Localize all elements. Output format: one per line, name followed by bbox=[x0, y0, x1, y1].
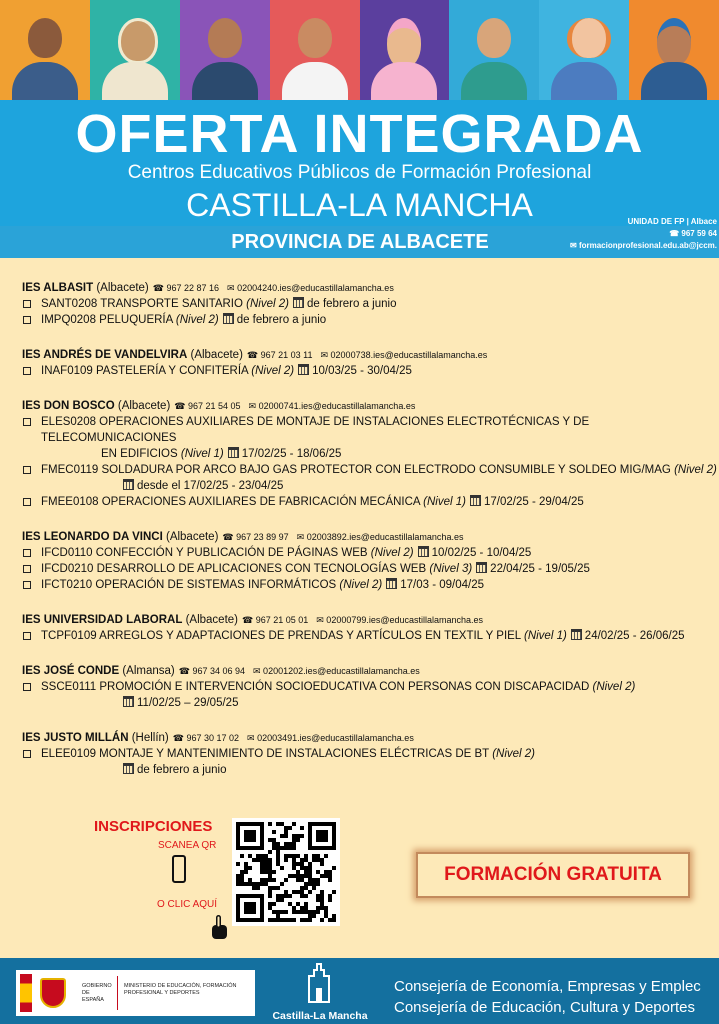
center-location: (Albacete) bbox=[185, 614, 238, 626]
center-list bbox=[22, 280, 719, 797]
clm-label: Castilla-La Mancha bbox=[272, 1010, 368, 1022]
course-item: SSCE0111 PROMOCIÓN E INTERVENCIÓN SOCIOEDUCATIVA CON PERSONAS CON DISCAPACIDAD (Nivel 2) 11/02/25 – 29/05/25 bbox=[22, 679, 719, 711]
course-item: TCPF0109 ARREGLOS Y ADAPTACIONES DE PRENDAS Y ARTÍCULOS EN TEXTIL Y PIEL (Nivel 1) 24/02/25 - 26/06/25 bbox=[22, 628, 719, 644]
contact-block bbox=[570, 216, 717, 252]
center-phone: ☎ 967 30 17 02 bbox=[172, 733, 240, 743]
consejeria-economia: Consejería de Economía, Empresas y Emplec bbox=[394, 978, 701, 995]
calendar-icon bbox=[223, 313, 234, 324]
checkbox-icon bbox=[23, 549, 31, 557]
calendar-icon bbox=[123, 696, 134, 707]
center-location: (Albacete) bbox=[190, 349, 243, 361]
center-phone: ☎ 967 34 06 94 bbox=[178, 666, 246, 676]
pointing-hand-icon[interactable] bbox=[210, 914, 228, 942]
consejeria-educacion: Consejería de Educación, Cultura y Deportes bbox=[394, 999, 695, 1016]
logo-divider bbox=[117, 976, 118, 1010]
subtitle: Centros Educativos Públicos de Formación Profesional bbox=[127, 162, 592, 183]
center-email[interactable]: ✉ 02000799.ies@educastillalamancha.es bbox=[316, 615, 484, 625]
calendar-icon bbox=[386, 578, 397, 589]
checkbox-icon bbox=[23, 750, 31, 758]
center-name: IES ALBASIT bbox=[22, 282, 94, 294]
center-phone: ☎ 967 21 05 01 bbox=[242, 615, 309, 625]
course-item: IFCT0210 OPERACIÓN DE SISTEMAS INFORMÁTICOS (Nivel 2) 17/03 - 09/04/25 bbox=[22, 577, 719, 593]
contact-email[interactable]: ✉ formacionprofesional.edu.ab@jccm. bbox=[570, 241, 717, 250]
castilla-la-mancha-logo-icon bbox=[305, 962, 333, 1004]
portrait-beekeeper bbox=[90, 0, 180, 100]
checkbox-icon bbox=[23, 565, 31, 573]
center-email[interactable]: ✉ 02003491.ies@educastillalamancha.es bbox=[247, 733, 414, 743]
scan-qr-label: SCANEA QR bbox=[158, 840, 217, 851]
course-item: FMEC0119 SOLDADURA POR ARCO BAJO GAS PROTECTOR CON ELECTRODO CONSUMIBLE Y SOLDEO MIG/MAG (Nivel 2) desde el 17/02/25 - 23/04/25 bbox=[22, 462, 719, 494]
center-name: IES LEONARDO DA VINCI bbox=[22, 531, 163, 543]
center-email[interactable]: ✉ 02004240.ies@educastillalamancha.es bbox=[227, 283, 394, 293]
free-training-badge: FORMACIÓN GRATUITA bbox=[416, 852, 690, 898]
qr-code[interactable] bbox=[232, 818, 340, 926]
center-vandelvira bbox=[22, 347, 719, 379]
portrait-mechanic bbox=[629, 0, 719, 100]
course-item: IFCD0110 CONFECCIÓN Y PUBLICACIÓN DE PÁGINAS WEB (Nivel 2) 10/02/25 - 10/04/25 bbox=[22, 545, 719, 561]
center-phone: ☎ 967 22 87 16 bbox=[152, 283, 220, 293]
portrait-chef bbox=[360, 0, 450, 100]
portrait-businessman bbox=[449, 0, 539, 100]
checkbox-icon bbox=[23, 418, 31, 426]
center-location: (Albacete) bbox=[117, 400, 171, 412]
center-email[interactable]: ✉ 02001202.ies@educastillalamancha.es bbox=[253, 666, 420, 676]
center-name: IES UNIVERSIDAD LABORAL bbox=[22, 614, 183, 626]
enrollment-title: INSCRIPCIONES bbox=[94, 818, 213, 835]
calendar-icon bbox=[228, 447, 239, 458]
smartphone-icon bbox=[172, 855, 186, 883]
spain-flag-icon bbox=[20, 974, 32, 1012]
center-name: IES ANDRÉS DE VANDELVIRA bbox=[22, 349, 188, 361]
coat-of-arms-icon bbox=[40, 978, 66, 1008]
contact-unit: UNIDAD DE FP | Albace bbox=[627, 217, 717, 226]
portrait-doctor bbox=[270, 0, 360, 100]
main-title: OFERTA INTEGRADA bbox=[75, 104, 644, 164]
center-universidad-laboral bbox=[22, 612, 719, 644]
government-label: GOBIERNO DE ESPAÑA bbox=[82, 983, 112, 1003]
center-email[interactable]: ✉ 02003892.ies@educastillalamancha.es bbox=[296, 532, 464, 542]
qr-pattern[interactable] bbox=[232, 818, 340, 926]
course-item: SANT0208 TRANSPORTE SANITARIO (Nivel 2) de febrero a junio bbox=[22, 296, 719, 312]
calendar-icon bbox=[470, 495, 481, 506]
center-jose-conde bbox=[22, 663, 719, 711]
center-name: IES DON BOSCO bbox=[22, 400, 115, 412]
calendar-icon bbox=[298, 364, 309, 375]
calendar-icon bbox=[293, 297, 304, 308]
province-title: PROVINCIA DE ALBACETE bbox=[231, 231, 489, 253]
calendar-icon bbox=[571, 629, 582, 640]
checkbox-icon bbox=[23, 581, 31, 589]
portrait-strip bbox=[0, 0, 719, 100]
checkbox-icon bbox=[23, 466, 31, 474]
portrait-worker bbox=[180, 0, 270, 100]
region-title: CASTILLA-LA MANCHA bbox=[186, 187, 533, 223]
course-item: IMPQ0208 PELUQUERÍA (Nivel 2) de febrero a junio bbox=[22, 312, 719, 328]
center-phone: ☎ 967 23 89 97 bbox=[222, 532, 289, 542]
course-item: IFCD0210 DESARROLLO DE APLICACIONES CON TECNOLOGÍAS WEB (Nivel 3) 22/04/25 - 19/05/25 bbox=[22, 561, 719, 577]
center-name: IES JOSÉ CONDE bbox=[22, 665, 120, 677]
calendar-icon bbox=[476, 562, 487, 573]
course-item: INAF0109 PASTELERÍA Y CONFITERÍA (Nivel 2) 10/03/25 - 30/04/25 bbox=[22, 363, 719, 379]
center-email[interactable]: ✉ 02000741.ies@educastillalamancha.es bbox=[248, 401, 416, 411]
center-location: (Hellín) bbox=[131, 732, 169, 744]
course-item: ELES0208 OPERACIONES AUXILIARES DE MONTAJE DE INSTALACIONES ELECTROTÉCNICAS Y DE TELECOMUNICACIONES EN EDIFICIOS (Nivel 1) 17/02/25 - 18/06/25 bbox=[22, 414, 719, 462]
portrait-photographer bbox=[0, 0, 90, 100]
consejeria-block bbox=[394, 976, 701, 1018]
contact-phone: ☎ 967 59 64 bbox=[669, 229, 717, 238]
center-location: (Albacete) bbox=[165, 531, 219, 543]
checkbox-icon bbox=[23, 683, 31, 691]
center-justo-millan bbox=[22, 730, 719, 778]
portrait-woman bbox=[539, 0, 629, 100]
checkbox-icon bbox=[23, 498, 31, 506]
course-item: ELEE0109 MONTAJE Y MANTENIMIENTO DE INSTALACIONES ELÉCTRICAS DE BT (Nivel 2) de febrero a junio bbox=[22, 746, 719, 778]
center-location: (Albacete) bbox=[96, 282, 149, 294]
calendar-icon bbox=[123, 763, 134, 774]
ministry-label: MINISTERIO DE EDUCACIÓN, FORMACIÓN PROFESIONAL Y DEPORTES bbox=[124, 983, 237, 996]
course-item: FMEE0108 OPERACIONES AUXILIARES DE FABRICACIÓN MECÁNICA (Nivel 1) 17/02/25 - 29/04/25 bbox=[22, 494, 719, 510]
checkbox-icon bbox=[23, 300, 31, 308]
calendar-icon bbox=[418, 546, 429, 557]
center-email[interactable]: ✉ 02000738.ies@educastillalamancha.es bbox=[320, 350, 488, 360]
center-da-vinci bbox=[22, 529, 719, 593]
center-phone: ☎ 967 21 54 05 bbox=[174, 401, 241, 411]
checkbox-icon bbox=[23, 316, 31, 324]
calendar-icon bbox=[123, 479, 134, 490]
checkbox-icon bbox=[23, 632, 31, 640]
center-albasit bbox=[22, 280, 719, 328]
center-don-bosco bbox=[22, 398, 719, 510]
center-name: IES JUSTO MILLÁN bbox=[22, 732, 129, 744]
checkbox-icon bbox=[23, 367, 31, 375]
center-location: (Almansa) bbox=[122, 665, 175, 677]
click-here-link[interactable]: O CLIC AQUÍ bbox=[157, 899, 218, 910]
center-phone: ☎ 967 21 03 11 bbox=[246, 350, 313, 360]
